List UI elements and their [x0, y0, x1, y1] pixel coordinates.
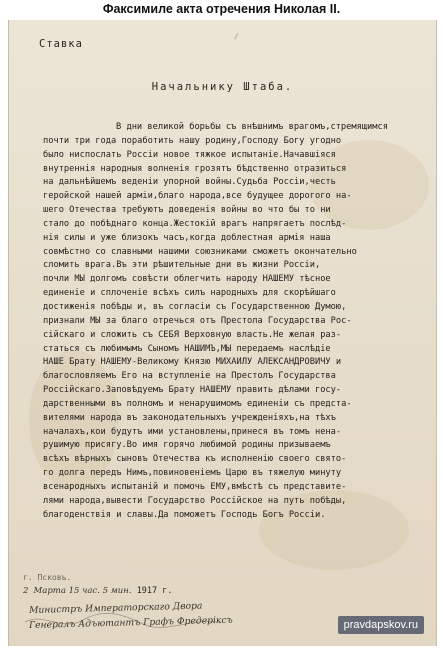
document-place: Ставка: [39, 38, 83, 50]
body-line: всенародныхъ испытанiй и помочь ЕМУ,вмѣстѣ съ представите-: [43, 481, 347, 492]
date-handwritten: Марта 15 час. 5 мин.: [33, 586, 132, 596]
body-line: стало до побѣднаго конца.Жестокiй врагъ напрягаетъ послѣд-: [43, 218, 347, 229]
body-line: почли МЫ долгомъ совѣсти облегчить народу НАШЕМУ тѣсное: [43, 274, 331, 285]
body-line: сломить врага.Въ эти рѣшительные дни въ жизни Россiи,: [43, 260, 321, 271]
signature-line: Министръ Императорскаго Двора: [28, 600, 203, 616]
body-line: благословляемъ Его на вступленiе на Престолъ Государства: [43, 371, 336, 382]
document-sheet: [8, 20, 437, 646]
body-line: благоденствiя и славы.Да поможетъ Господь Богъ Россiи.: [43, 509, 326, 520]
body-line: всѣхъ вѣрныхъ сыновъ Отечества къ исполненiю своего свято-: [43, 454, 347, 465]
body-line: В дни великой борьбы съ внѣшнимъ врагомъ,стремящимся: [116, 122, 388, 132]
page-caption: Факсимиле акта отречения Николая II.: [102, 2, 341, 16]
body-line: лями народа,вывести Государство Россiйское на путь побѣды,: [43, 495, 347, 506]
document-body: [43, 121, 431, 522]
signature-line: Генералъ Адъютантъ Графъ Фредерiксъ: [28, 614, 233, 631]
body-line: на дальнѣйшемъ веденiи упорной войны.Судьба Россiи,честь: [43, 177, 336, 188]
site-watermark: pravdapskov.ru: [338, 616, 424, 634]
body-line: дарственными въ полномъ и ненарушимомъ единенiи съ предста-: [43, 398, 352, 409]
body-line: НАШЕ Брату НАШЕМУ-Великому Князю МИХАИЛУ АЛЕКСАНДРОВИЧУ и: [43, 357, 342, 368]
body-line: статься съ любимымъ Сыномъ НАШИМЪ,МЫ передаемъ наслѣдiе: [43, 343, 331, 354]
body-line: почти три года поработить нашу родину,Господу Богу угодно: [43, 135, 342, 146]
place-signed: г. Псковъ.: [23, 573, 72, 582]
body-line: геройской нашей армiи,благо народа,все будущее дорогого на-: [43, 191, 352, 202]
body-line: шего Отечества требуютъ доведенiя войны во что бы то ни: [43, 205, 331, 216]
body-line: признали МЫ за благо отречься отъ Престола Государства Рос-: [43, 315, 352, 326]
body-line: го долга передъ Нимъ,повиновенiемъ Царю въ тяжелую минуту: [43, 468, 342, 479]
body-line: достиженiя побѣды и, въ согласiи съ Государственною Думою,: [43, 301, 347, 312]
body-line: началахъ,кои будутъ ими установлены,принеся въ томъ нена-: [43, 426, 342, 437]
body-line: нiя силы и уже близокъ часъ,когда доблестная армiя наша: [43, 232, 331, 243]
body-line: внутреннiя народныя волненiя грозятъ бѣдственно отразиться: [43, 163, 347, 174]
date-prefix: 2: [23, 586, 29, 596]
body-line: совмѣстно со славными нашими союзниками сможетъ окончательно: [43, 246, 357, 257]
document-addressee: Начальнику Штаба.: [151, 81, 294, 93]
body-line: было ниспослать Россiи новое тяжкое испытанiе.Начавшiяся: [43, 149, 336, 160]
body-line: вителями народа въ законодательныхъ учрежденiяхъ,на тѣхъ: [43, 412, 336, 423]
body-line: сiйскаго и сложить съ СЕБЯ Верховную власть.Не желая раз-: [43, 329, 342, 340]
body-line: единенiе и сплоченiе всѣхъ силъ народныхъ для скорѣйшаго: [43, 288, 336, 299]
pencil-mark: ⁄⁄: [234, 31, 239, 42]
body-line: Россiйскаго.Заповѣдуемъ Брату НАШЕМУ править дѣлами госу-: [43, 385, 342, 396]
date-suffix: 1917 г.: [136, 586, 173, 596]
body-line: рушимую присягу.Во имя горячо любимой родины призываемъ: [43, 440, 331, 451]
date-line: [23, 586, 173, 596]
